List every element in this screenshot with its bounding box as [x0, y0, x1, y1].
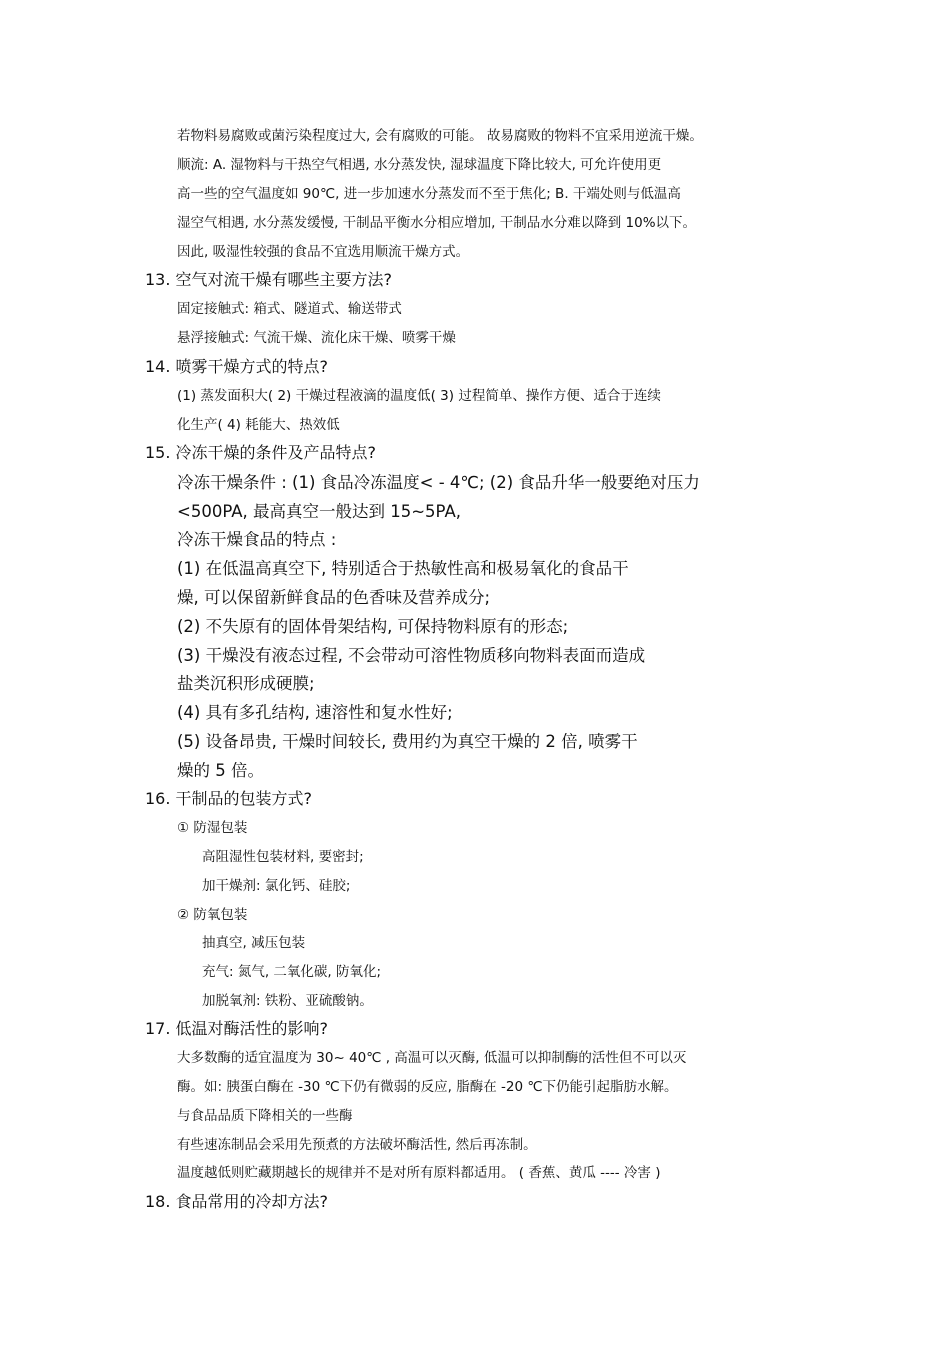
q15-answer-9: (4) 具有多孔结构, 速溶性和复水性好; [177, 703, 453, 722]
q17-answer-4: 有些速冻制品会采用先预煮的方法破坏酶活性, 然后再冻制。 [177, 1137, 537, 1153]
q17-answer-2: 酶。如: 胰蛋白酶在 -30 ℃下仍有微弱的反应, 脂酶在 -20 ℃下仍能引起脂肪水解。 [177, 1079, 678, 1095]
q13-answer-1: 固定接触式: 箱式、隧道式、输送带式 [177, 301, 402, 317]
question-13-title: 13. 空气对流干燥有哪些主要方法? [145, 270, 393, 289]
q15-answer-6: (2) 不失原有的固体骨架结构, 可保持物料原有的形态; [177, 617, 569, 636]
q13-answer-2: 悬浮接触式: 气流干燥、流化床干燥、喷雾干燥 [177, 330, 456, 346]
q15-answer-3: 冷冻干燥食品的特点 : [177, 530, 337, 549]
q15-answer-5: 燥, 可以保留新鲜食品的色香味及营养成分; [177, 588, 491, 607]
question-14-title: 14. 喷雾干燥方式的特点? [145, 357, 329, 376]
q15-answer-4: (1) 在低温高真空下, 特别适合于热敏性高和极易氧化的食品干 [177, 559, 629, 578]
intro-line-3: 高一些的空气温度如 90℃, 进一步加速水分蒸发而不至于焦化; B. 干端处则与低温高 [177, 186, 681, 202]
q17-answer-3: 与食品品质下降相关的一些酶 [177, 1108, 353, 1124]
q16-answer-1: ① 防湿包装 [177, 820, 248, 836]
question-16-title: 16. 干制品的包装方式? [145, 789, 313, 808]
q15-answer-8: 盐类沉积形成硬膜; [177, 674, 315, 693]
q16-answer-2: 高阻湿性包装材料, 要密封; [202, 849, 364, 865]
q16-answer-6: 充气: 氮气, 二氧化碳, 防氧化; [202, 964, 382, 980]
q16-answer-7: 加脱氧剂: 铁粉、亚硫酸钠。 [202, 993, 373, 1009]
q15-answer-2: <500PA, 最高真空一般达到 15~5PA, [177, 502, 461, 521]
q16-answer-5: 抽真空, 减压包装 [202, 935, 306, 951]
q15-answer-1: 冷冻干燥条件 : (1) 食品冷冻温度< - 4℃; (2) 食品升华一般要绝对压力 [177, 473, 700, 492]
q14-answer-2: 化生产( 4) 耗能大、热效低 [177, 417, 340, 433]
question-17-title: 17. 低温对酶活性的影响? [145, 1019, 329, 1038]
intro-line-5: 因此, 吸湿性较强的食品不宜选用顺流干燥方式。 [177, 244, 470, 260]
q17-answer-1: 大多数酶的适宜温度为 30~ 40℃ , 高温可以灭酶, 低温可以抑制酶的活性但不可以灭 [177, 1050, 687, 1066]
intro-line-4: 湿空气相遇, 水分蒸发缓慢, 干制品平衡水分相应增加, 干制品水分难以降到 10%以下。 [177, 215, 697, 231]
q15-answer-11: 燥的 5 倍。 [177, 761, 264, 780]
q14-answer-1: (1) 蒸发面积大( 2) 干燥过程液滴的温度低( 3) 过程简单、操作方便、适合于连续 [177, 388, 661, 404]
q17-answer-5: 温度越低则贮藏期越长的规律并不是对所有原料都适用。 ( 香蕉、黄瓜 ---- 冷害 ) [177, 1165, 661, 1181]
q16-answer-3: 加干燥剂: 氯化钙、硅胶; [202, 878, 351, 894]
intro-line-2: 顺流: A. 湿物料与干热空气相遇, 水分蒸发快, 湿球温度下降比较大, 可允许使用更 [177, 157, 662, 173]
question-15-title: 15. 冷冻干燥的条件及产品特点? [145, 443, 377, 462]
q15-answer-10: (5) 设备昂贵, 干燥时间较长, 费用约为真空干燥的 2 倍, 喷雾干 [177, 732, 638, 751]
q16-answer-4: ② 防氧包装 [177, 907, 248, 923]
q15-answer-7: (3) 干燥没有液态过程, 不会带动可溶性物质移向物料表面而造成 [177, 646, 646, 665]
intro-line-1: 若物料易腐败或菌污染程度过大, 会有腐败的可能。 故易腐败的物料不宜采用逆流干燥。 [177, 128, 703, 144]
question-18-title: 18. 食品常用的冷却方法? [145, 1192, 329, 1211]
